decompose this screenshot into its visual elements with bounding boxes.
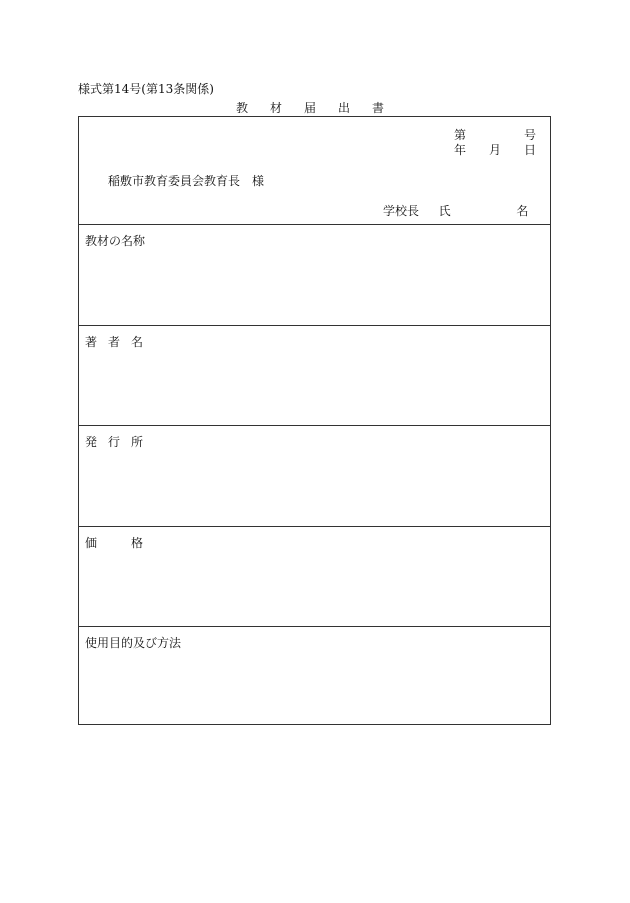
field-author[interactable] xyxy=(79,325,550,425)
signer-name-label-2: 名 xyxy=(516,204,529,218)
number-prefix: 第 xyxy=(454,128,467,142)
date-year: 年 xyxy=(454,143,467,157)
field-label-price: 価格 xyxy=(85,536,178,550)
form-table xyxy=(78,116,551,725)
signer-line[interactable] xyxy=(383,202,528,219)
field-label-material-name: 教材の名称 xyxy=(85,234,146,248)
signer-name-label-1: 氏 xyxy=(438,204,451,218)
field-label-author: 著者名 xyxy=(85,335,155,349)
date-day: 日 xyxy=(524,143,537,157)
field-label-purpose: 使用目的及び方法 xyxy=(85,636,182,650)
signer-role: 学校長 xyxy=(383,204,420,218)
date-month: 月 xyxy=(489,143,502,157)
field-price[interactable] xyxy=(79,526,550,626)
form-title: 教材届出書 xyxy=(236,101,407,115)
number-suffix: 号 xyxy=(524,128,537,142)
field-label-publisher: 発行所 xyxy=(85,435,155,449)
field-purpose[interactable] xyxy=(79,626,550,726)
field-material-name[interactable] xyxy=(79,224,550,325)
form-reference: 様式第14号(第13条関係) xyxy=(78,82,214,96)
field-publisher[interactable] xyxy=(79,425,550,526)
addressee: 稲敷市教育委員会教育長 様 xyxy=(108,174,265,188)
header-section xyxy=(79,117,550,224)
